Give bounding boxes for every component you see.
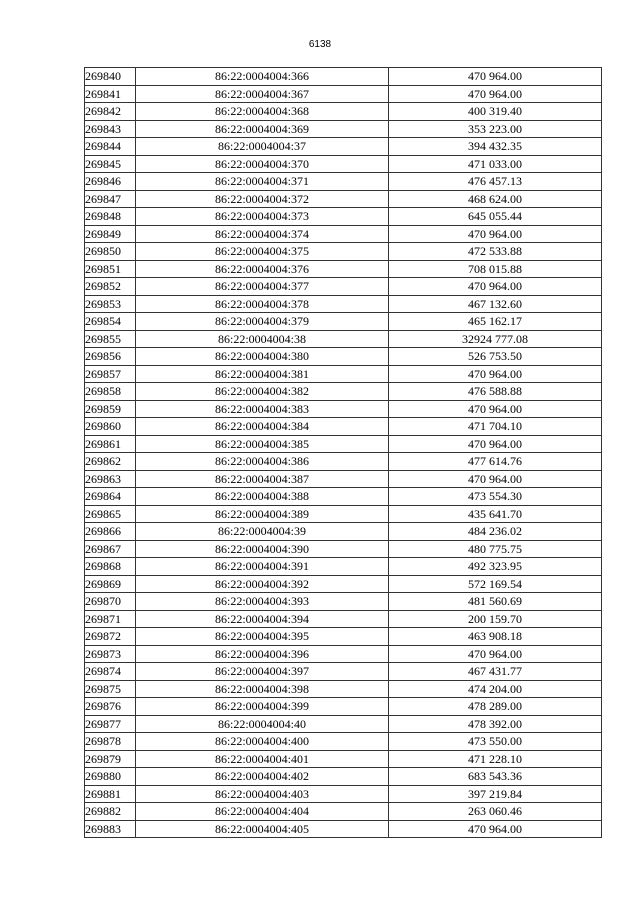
row-number-cell: 269878 bbox=[85, 733, 136, 751]
cadastral-value-cell: 470 964.00 bbox=[389, 645, 602, 663]
table-row bbox=[85, 540, 602, 558]
table-row bbox=[85, 453, 602, 471]
row-number-cell: 269871 bbox=[85, 610, 136, 628]
cadastral-value-cell: 467 132.60 bbox=[389, 295, 602, 313]
cadastral-number-cell: 86:22:0004004:387 bbox=[136, 470, 389, 488]
cadastral-value-cell: 480 775.75 bbox=[389, 540, 602, 558]
table-row bbox=[85, 260, 602, 278]
cadastral-value-cell: 394 432.35 bbox=[389, 138, 602, 156]
cadastral-value-cell: 200 159.70 bbox=[389, 610, 602, 628]
table-row bbox=[85, 488, 602, 506]
row-number-cell: 269855 bbox=[85, 330, 136, 348]
row-number-cell: 269845 bbox=[85, 155, 136, 173]
cadastral-number-cell: 86:22:0004004:400 bbox=[136, 733, 389, 751]
table-row bbox=[85, 698, 602, 716]
page-number: 6138 bbox=[308, 39, 332, 50]
cadastral-value-cell: 470 964.00 bbox=[389, 470, 602, 488]
cadastral-value-cell: 471 228.10 bbox=[389, 750, 602, 768]
table-row bbox=[85, 295, 602, 313]
cadastral-value-cell: 526 753.50 bbox=[389, 348, 602, 366]
cadastral-number-cell: 86:22:0004004:381 bbox=[136, 365, 389, 383]
row-number-cell: 269865 bbox=[85, 505, 136, 523]
cadastral-number-cell: 86:22:0004004:399 bbox=[136, 698, 389, 716]
row-number-cell: 269867 bbox=[85, 540, 136, 558]
cadastral-number-cell: 86:22:0004004:392 bbox=[136, 575, 389, 593]
cadastral-value-cell: 470 964.00 bbox=[389, 85, 602, 103]
cadastral-number-cell: 86:22:0004004:388 bbox=[136, 488, 389, 506]
row-number-cell: 269846 bbox=[85, 173, 136, 191]
cadastral-value-cell: 476 457.13 bbox=[389, 173, 602, 191]
cadastral-value-cell: 478 392.00 bbox=[389, 715, 602, 733]
table-row bbox=[85, 400, 602, 418]
cadastral-value-cell: 484 236.02 bbox=[389, 523, 602, 541]
table-row bbox=[85, 628, 602, 646]
cadastral-value-cell: 481 560.69 bbox=[389, 593, 602, 611]
table-row bbox=[85, 120, 602, 138]
table-row bbox=[85, 558, 602, 576]
table-row bbox=[85, 330, 602, 348]
table-row bbox=[85, 190, 602, 208]
cadastral-value-cell: 472 533.88 bbox=[389, 243, 602, 261]
table-row bbox=[85, 103, 602, 121]
cadastral-number-cell: 86:22:0004004:401 bbox=[136, 750, 389, 768]
cadastral-value-cell: 465 162.17 bbox=[389, 313, 602, 331]
row-number-cell: 269844 bbox=[85, 138, 136, 156]
cadastral-value-cell: 470 964.00 bbox=[389, 435, 602, 453]
cadastral-number-cell: 86:22:0004004:393 bbox=[136, 593, 389, 611]
row-number-cell: 269880 bbox=[85, 768, 136, 786]
cadastral-number-cell: 86:22:0004004:39 bbox=[136, 523, 389, 541]
cadastral-value-cell: 353 223.00 bbox=[389, 120, 602, 138]
table-row bbox=[85, 803, 602, 821]
cadastral-number-cell: 86:22:0004004:403 bbox=[136, 785, 389, 803]
row-number-cell: 269858 bbox=[85, 383, 136, 401]
cadastral-number-cell: 86:22:0004004:385 bbox=[136, 435, 389, 453]
cadastral-number-cell: 86:22:0004004:37 bbox=[136, 138, 389, 156]
table-row bbox=[85, 313, 602, 331]
table-row bbox=[85, 68, 602, 86]
row-number-cell: 269843 bbox=[85, 120, 136, 138]
cadastral-value-cell: 435 641.70 bbox=[389, 505, 602, 523]
row-number-cell: 269842 bbox=[85, 103, 136, 121]
table-row bbox=[85, 225, 602, 243]
cadastral-value-cell: 471 704.10 bbox=[389, 418, 602, 436]
table-row bbox=[85, 505, 602, 523]
row-number-cell: 269883 bbox=[85, 820, 136, 838]
cadastral-value-cell: 683 543.36 bbox=[389, 768, 602, 786]
cadastral-value-cell: 400 319.40 bbox=[389, 103, 602, 121]
table-row bbox=[85, 820, 602, 838]
cadastral-number-cell: 86:22:0004004:374 bbox=[136, 225, 389, 243]
table-row bbox=[85, 365, 602, 383]
row-number-cell: 269851 bbox=[85, 260, 136, 278]
cadastral-number-cell: 86:22:0004004:367 bbox=[136, 85, 389, 103]
table-row bbox=[85, 435, 602, 453]
cadastral-number-cell: 86:22:0004004:379 bbox=[136, 313, 389, 331]
row-number-cell: 269848 bbox=[85, 208, 136, 226]
row-number-cell: 269881 bbox=[85, 785, 136, 803]
row-number-cell: 269879 bbox=[85, 750, 136, 768]
cadastral-value-cell: 468 624.00 bbox=[389, 190, 602, 208]
table-row bbox=[85, 733, 602, 751]
cadastral-number-cell: 86:22:0004004:405 bbox=[136, 820, 389, 838]
cadastral-number-cell: 86:22:0004004:368 bbox=[136, 103, 389, 121]
cadastral-number-cell: 86:22:0004004:390 bbox=[136, 540, 389, 558]
row-number-cell: 269840 bbox=[85, 68, 136, 86]
cadastral-number-cell: 86:22:0004004:366 bbox=[136, 68, 389, 86]
table-row bbox=[85, 418, 602, 436]
table-row bbox=[85, 768, 602, 786]
cadastral-number-cell: 86:22:0004004:38 bbox=[136, 330, 389, 348]
cadastral-number-cell: 86:22:0004004:396 bbox=[136, 645, 389, 663]
table-row bbox=[85, 208, 602, 226]
cadastral-value-cell: 397 219.84 bbox=[389, 785, 602, 803]
row-number-cell: 269875 bbox=[85, 680, 136, 698]
cadastral-value-cell: 473 550.00 bbox=[389, 733, 602, 751]
row-number-cell: 269847 bbox=[85, 190, 136, 208]
row-number-cell: 269856 bbox=[85, 348, 136, 366]
cadastral-number-cell: 86:22:0004004:383 bbox=[136, 400, 389, 418]
row-number-cell: 269859 bbox=[85, 400, 136, 418]
cadastral-value-cell: 470 964.00 bbox=[389, 400, 602, 418]
row-number-cell: 269863 bbox=[85, 470, 136, 488]
row-number-cell: 269841 bbox=[85, 85, 136, 103]
row-number-cell: 269854 bbox=[85, 313, 136, 331]
cadastral-value-cell: 474 204.00 bbox=[389, 680, 602, 698]
cadastral-number-cell: 86:22:0004004:369 bbox=[136, 120, 389, 138]
cadastral-number-cell: 86:22:0004004:382 bbox=[136, 383, 389, 401]
cadastral-value-cell: 32924 777.08 bbox=[389, 330, 602, 348]
table-row bbox=[85, 715, 602, 733]
table-row bbox=[85, 645, 602, 663]
cadastral-number-cell: 86:22:0004004:372 bbox=[136, 190, 389, 208]
cadastral-number-cell: 86:22:0004004:375 bbox=[136, 243, 389, 261]
cadastral-number-cell: 86:22:0004004:376 bbox=[136, 260, 389, 278]
table-row bbox=[85, 750, 602, 768]
table-row bbox=[85, 278, 602, 296]
row-number-cell: 269864 bbox=[85, 488, 136, 506]
row-number-cell: 269872 bbox=[85, 628, 136, 646]
row-number-cell: 269882 bbox=[85, 803, 136, 821]
cadastral-number-cell: 86:22:0004004:398 bbox=[136, 680, 389, 698]
table-row bbox=[85, 663, 602, 681]
table-row bbox=[85, 680, 602, 698]
cadastral-number-cell: 86:22:0004004:40 bbox=[136, 715, 389, 733]
row-number-cell: 269857 bbox=[85, 365, 136, 383]
cadastral-number-cell: 86:22:0004004:395 bbox=[136, 628, 389, 646]
table-row bbox=[85, 523, 602, 541]
table-row bbox=[85, 610, 602, 628]
cadastral-value-cell: 463 908.18 bbox=[389, 628, 602, 646]
table-row bbox=[85, 138, 602, 156]
cadastral-value-cell: 478 289.00 bbox=[389, 698, 602, 716]
row-number-cell: 269877 bbox=[85, 715, 136, 733]
row-number-cell: 269866 bbox=[85, 523, 136, 541]
cadastral-number-cell: 86:22:0004004:373 bbox=[136, 208, 389, 226]
cadastral-number-cell: 86:22:0004004:394 bbox=[136, 610, 389, 628]
row-number-cell: 269874 bbox=[85, 663, 136, 681]
cadastral-number-cell: 86:22:0004004:397 bbox=[136, 663, 389, 681]
cadastral-value-table bbox=[84, 67, 602, 838]
row-number-cell: 269853 bbox=[85, 295, 136, 313]
cadastral-number-cell: 86:22:0004004:380 bbox=[136, 348, 389, 366]
cadastral-value-cell: 572 169.54 bbox=[389, 575, 602, 593]
cadastral-value-cell: 470 964.00 bbox=[389, 820, 602, 838]
row-number-cell: 269873 bbox=[85, 645, 136, 663]
cadastral-number-cell: 86:22:0004004:386 bbox=[136, 453, 389, 471]
cadastral-number-cell: 86:22:0004004:389 bbox=[136, 505, 389, 523]
cadastral-number-cell: 86:22:0004004:378 bbox=[136, 295, 389, 313]
row-number-cell: 269849 bbox=[85, 225, 136, 243]
row-number-cell: 269870 bbox=[85, 593, 136, 611]
table-body bbox=[85, 68, 602, 838]
table-row bbox=[85, 173, 602, 191]
cadastral-number-cell: 86:22:0004004:370 bbox=[136, 155, 389, 173]
cadastral-value-cell: 470 964.00 bbox=[389, 68, 602, 86]
row-number-cell: 269850 bbox=[85, 243, 136, 261]
cadastral-value-cell: 467 431.77 bbox=[389, 663, 602, 681]
cadastral-value-cell: 470 964.00 bbox=[389, 225, 602, 243]
cadastral-value-cell: 476 588.88 bbox=[389, 383, 602, 401]
cadastral-number-cell: 86:22:0004004:402 bbox=[136, 768, 389, 786]
row-number-cell: 269852 bbox=[85, 278, 136, 296]
cadastral-value-cell: 477 614.76 bbox=[389, 453, 602, 471]
cadastral-value-cell: 708 015.88 bbox=[389, 260, 602, 278]
table-row bbox=[85, 243, 602, 261]
table-row bbox=[85, 155, 602, 173]
cadastral-number-cell: 86:22:0004004:391 bbox=[136, 558, 389, 576]
cadastral-value-cell: 470 964.00 bbox=[389, 278, 602, 296]
row-number-cell: 269862 bbox=[85, 453, 136, 471]
cadastral-value-cell: 645 055.44 bbox=[389, 208, 602, 226]
table-row bbox=[85, 348, 602, 366]
table-row bbox=[85, 575, 602, 593]
cadastral-number-cell: 86:22:0004004:371 bbox=[136, 173, 389, 191]
cadastral-value-cell: 470 964.00 bbox=[389, 365, 602, 383]
table-row bbox=[85, 593, 602, 611]
cadastral-number-cell: 86:22:0004004:404 bbox=[136, 803, 389, 821]
cadastral-number-cell: 86:22:0004004:384 bbox=[136, 418, 389, 436]
table-row bbox=[85, 383, 602, 401]
cadastral-value-cell: 473 554.30 bbox=[389, 488, 602, 506]
row-number-cell: 269876 bbox=[85, 698, 136, 716]
table-row bbox=[85, 785, 602, 803]
table-row bbox=[85, 85, 602, 103]
row-number-cell: 269861 bbox=[85, 435, 136, 453]
table-row bbox=[85, 470, 602, 488]
row-number-cell: 269868 bbox=[85, 558, 136, 576]
cadastral-value-cell: 492 323.95 bbox=[389, 558, 602, 576]
cadastral-number-cell: 86:22:0004004:377 bbox=[136, 278, 389, 296]
cadastral-value-cell: 471 033.00 bbox=[389, 155, 602, 173]
row-number-cell: 269869 bbox=[85, 575, 136, 593]
cadastral-value-cell: 263 060.46 bbox=[389, 803, 602, 821]
row-number-cell: 269860 bbox=[85, 418, 136, 436]
